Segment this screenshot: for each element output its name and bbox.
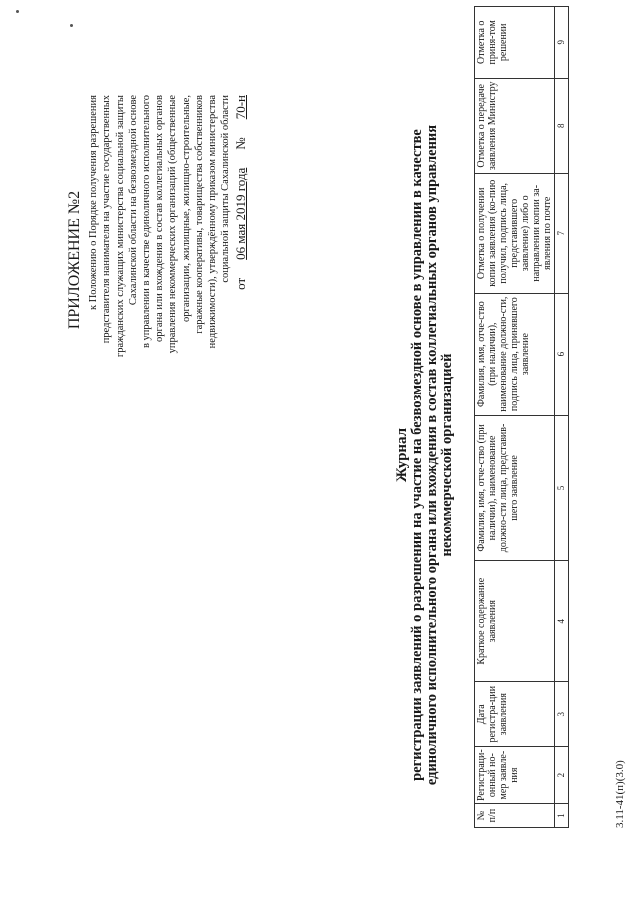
scan-speck (16, 10, 19, 13)
column-number: 5 (555, 415, 569, 560)
appendix-line: гаражные кооперативы, товарищества собственников (193, 95, 205, 334)
appendix-line: управления некоммерческих организаций (общественные (167, 95, 179, 354)
column-header: Дата регистра-ции заявления (475, 682, 555, 747)
column-header: Отметка о приня-том решении (475, 7, 555, 79)
appendix-block (68, 95, 248, 425)
number-label: № (233, 137, 249, 150)
journal-line: некоммерческой организацией (439, 353, 455, 557)
order-date: 06 мая 2019 года (233, 167, 249, 260)
column-number: 1 (555, 804, 569, 828)
appendix-line: недвижимости), утверждённому приказом министерства (207, 95, 219, 349)
column-number: 2 (555, 747, 569, 804)
appendix-line: организации, жилищные, жилищно-строительные, (180, 95, 192, 322)
column-header: Фамилия, имя, отче-ство (при наличии), наименование должно-сти лица, представив-шего заявление (475, 415, 555, 560)
column-header: № п/п (475, 804, 555, 828)
appendix-title: ПРИЛОЖЕНИЕ №2 (66, 190, 83, 330)
column-header: Краткое содержание заявления (475, 561, 555, 682)
column-header: Отметка о получении копии заявления (ко-пию получил, подпись лица, представившего заявление) либо о направлении копии за-явления по почте (475, 174, 555, 294)
column-header: Регистраци-онный но-мер заявле-ния (475, 747, 555, 804)
journal-line: регистрации заявлений о разрешении на участие на безвозмездной основе в управлении в качестве (409, 129, 425, 781)
column-number: 7 (555, 174, 569, 294)
scan-speck (70, 24, 73, 27)
column-number: 6 (555, 293, 569, 415)
journal-heading: Журнал (394, 427, 410, 483)
column-header: Отметка о передаче заявления Министру (475, 78, 555, 173)
appendix-line: Сахалинской области на безвозмездной основе (127, 95, 139, 306)
appendix-line: социальной защиты Сахалинской области (220, 95, 232, 283)
table-header-row (475, 7, 555, 828)
appendix-line: органа или вхождения в состав коллегиальных органов (154, 95, 166, 342)
table-number-row (555, 7, 569, 828)
from-label: от (233, 277, 249, 290)
journal-title-block (395, 95, 455, 815)
appendix-line: гражданских служащих министерства социальной защиты (114, 95, 126, 358)
column-number: 3 (555, 682, 569, 747)
appendix-line: к Положению о Порядке получения разрешения (88, 95, 100, 311)
column-number: 9 (555, 7, 569, 79)
journal-line: единоличного исполнительного органа или вхождения в состав коллегиальных органов управления (424, 124, 440, 786)
order-date-line (234, 95, 247, 425)
column-number: 8 (555, 78, 569, 173)
column-header: Фамилия, имя, отче-ство (при наличии), наименование должно-сти, подпись лица, принявшего заявление (475, 293, 555, 415)
order-number: 70-н (233, 95, 249, 120)
column-number: 4 (555, 561, 569, 682)
appendix-line: в управлении в качестве единоличного исполнительного (141, 95, 153, 349)
footer-code: 3.11-41(п)(3.0) (614, 760, 626, 828)
appendix-line: представителя нанимателя на участие государственных (101, 95, 113, 344)
registration-table (474, 6, 569, 828)
